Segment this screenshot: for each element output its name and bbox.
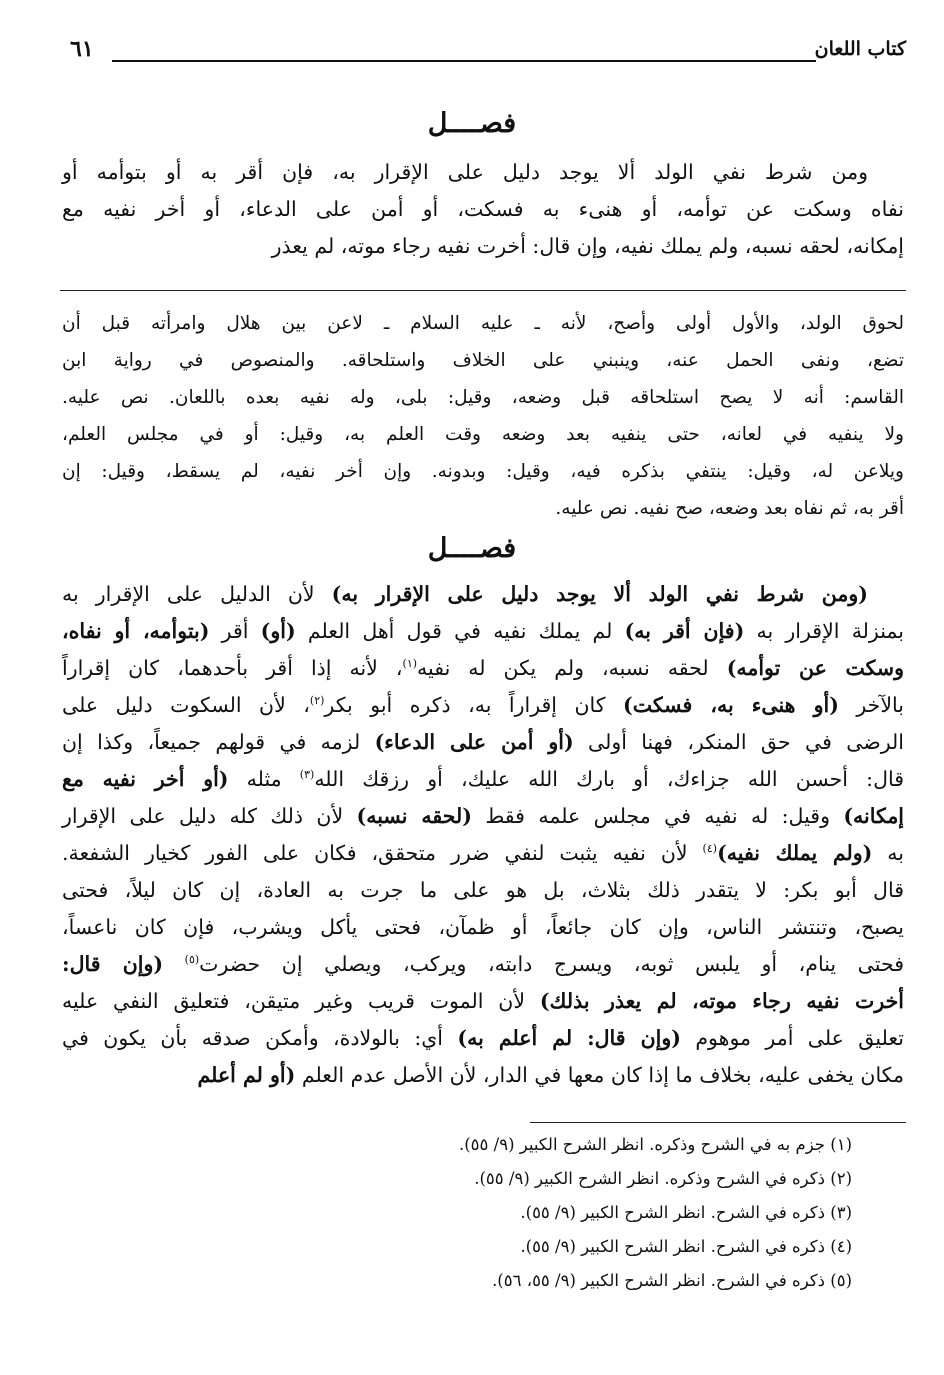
matn-quote: (أو أخر نفيه مع xyxy=(62,767,229,791)
text-run: أقر xyxy=(209,619,261,643)
footnote-ref: (٢) xyxy=(309,694,325,707)
text-run: لم يملك نفيه في قول أهل العلم xyxy=(295,619,625,643)
matn-quote: (بتوأمه، أو نفاه، xyxy=(62,619,210,643)
text-line xyxy=(62,650,904,687)
text-run: ومن شرط نفي الولد ألا يوجد دليل على الإقرار به، فإن أقر به أو بتوأمه أو xyxy=(62,160,868,184)
text-run: لأن الموت قريب وغير متيقن، فتعليق النفي عليه xyxy=(62,989,540,1013)
text-run: لحقه نسبه، ولم يكن له نفيه xyxy=(417,656,727,680)
footnote-ref: (٤) xyxy=(702,842,718,855)
matn-quote: أخرت نفيه رجاء موته، لم يعذر بذلك) xyxy=(539,989,905,1013)
text-line xyxy=(62,687,904,724)
matn-quote: (وإن قال: لم أعلم به) xyxy=(457,1026,681,1050)
text-run: نفاه وسكت عن توأمه، أو هنىء به فسكت، أو أمن على الدعاء، أو أخر نفيه مع xyxy=(62,197,904,221)
text-run: ولا ينفيه في لعانه، حتى ينفيه بعد وضعه وقت العلم به، وقيل: أو في مجلس العلم، xyxy=(62,424,904,445)
text-run: فحتى ينام، أو يلبس ثوبه، ويسرج دابته، ويركب، ويصلي إن حضرت xyxy=(199,952,904,976)
text-run: لأن الدليل على الإقرار به xyxy=(62,582,332,606)
matn-quote: (أو لم أعلم xyxy=(197,1063,296,1087)
text-line xyxy=(62,909,904,946)
footnote: (٤) ذكره في الشرح. انظر الشرح الكبير (٩/ ٥٥). xyxy=(520,1237,852,1256)
matn-text xyxy=(62,154,904,265)
footnote-ref: (٥) xyxy=(184,953,200,966)
text-run: لحوق الولد، والأول أولى وأصح، لأنه ـ عليه السلام ـ لاعن بين هلال وامرأته قبل أن xyxy=(62,313,904,334)
text-run: تضع، ونفى الحمل عنه، وينبني على الخلاف واستلحاقه. والمنصوص في رواية ابن xyxy=(62,350,904,371)
text-run: أي: بالولادة، وأمكن صدقه بأن يكون في xyxy=(62,1026,458,1050)
matn-quote: (ولم يملك نفيه) xyxy=(717,841,873,865)
text-run: لأن ذلك كله دليل على الإقرار xyxy=(62,804,357,828)
text-run: مكان يخفى عليه، بخلاف ما إذا كان معها في الدار، لأن الأصل عدم العلم xyxy=(295,1063,904,1087)
footnote: (٥) ذكره في الشرح. انظر الشرح الكبير (٩/ ٥٥، ٥٦). xyxy=(492,1271,852,1290)
matn-quote: (أو هنىء به، فسكت) xyxy=(623,693,839,717)
text-line xyxy=(62,228,904,265)
text-run: لزمه في قولهم جميعاً، وكذا إن xyxy=(62,730,375,754)
matn-quote: (ومن شرط نفي الولد ألا يوجد دليل على الإقرار به) xyxy=(331,582,868,606)
text-line xyxy=(62,835,904,872)
header-rule xyxy=(112,60,816,62)
text-run: أقر به، ثم نفاه بعد وضعه، صح نفيه. نص عليه. xyxy=(555,498,904,519)
text-run: به xyxy=(872,841,904,865)
footnote: (٢) ذكره في الشرح وذكره. انظر الشرح الكبير (٩/ ٥٥). xyxy=(474,1169,852,1188)
matn-quote: (أو أمن على الدعاء) xyxy=(374,730,574,754)
matn-quote: (لحقه نسبه) xyxy=(356,804,472,828)
text-run: كان إقراراً به، ذكره أبو بكر xyxy=(324,693,624,717)
matn-quote: (فإن أقر به) xyxy=(624,619,745,643)
footnote: (١) جزم به في الشرح وذكره. انظر الشرح الكبير (٩/ ٥٥). xyxy=(458,1135,852,1154)
text-run xyxy=(163,952,185,976)
text-line xyxy=(62,191,904,228)
text-line xyxy=(62,613,904,650)
text-line xyxy=(62,1020,904,1057)
page-number: ٦١ xyxy=(70,36,94,62)
text-run: قال: أحسن الله جزاءك، أو بارك الله عليك، أو رزقك الله xyxy=(314,767,905,791)
text-line xyxy=(62,983,904,1020)
text-run: قال أبو بكر: لا يتقدر ذلك بثلاث، بل هو على ما جرت به العادة، إن كان ليلاً، فحتى xyxy=(62,878,904,902)
text-line xyxy=(62,1057,904,1094)
text-line xyxy=(62,305,904,342)
text-run: ، لأن السكوت دليل على xyxy=(62,693,310,717)
text-line xyxy=(62,761,904,798)
text-line xyxy=(62,724,904,761)
text-run: ويلاعن له، وقيل: ينتفي بذكره فيه، وقيل: وبدونه. وإن أخر نفيه، لم يسقط، وقيل: إن xyxy=(62,461,904,482)
text-line xyxy=(62,453,904,490)
text-line xyxy=(62,872,904,909)
matn-commentary-divider xyxy=(60,290,906,291)
text-run: بمنزلة الإقرار به xyxy=(744,619,904,643)
text-run: مثله xyxy=(228,767,300,791)
section-heading: فصــــل xyxy=(427,533,517,564)
text-line xyxy=(62,154,904,191)
text-run: يصبح، وتنتشر الناس، وإن كان جائعاً، أو ظمآن، فحتى يأكل ويشرب، فإن كان ناعساً، xyxy=(62,915,904,939)
matn-quote: (وإن قال: xyxy=(62,952,164,976)
text-run: الرضى في حق المنكر، فهنا أولى xyxy=(573,730,904,754)
footnote: (٣) ذكره في الشرح. انظر الشرح الكبير (٩/ ٥٥). xyxy=(520,1203,852,1222)
text-run: لأن نفيه يثبت لنفي ضرر متحقق، فكان على الفور كخيار الشفعة. xyxy=(62,841,703,865)
text-line xyxy=(62,379,904,416)
text-line xyxy=(62,576,904,613)
text-run: بالآخر xyxy=(838,693,904,717)
footnote-ref: (٣) xyxy=(299,768,315,781)
text-line xyxy=(62,342,904,379)
text-run: تعليق على أمر موهوم xyxy=(680,1026,904,1050)
text-line xyxy=(62,798,904,835)
matn-quote: إمكانه) xyxy=(843,804,904,828)
text-run: إمكانه، لحقه نسبه، ولم يملك نفيه، وإن قال: أخرت نفيه رجاء موته، لم يعذر xyxy=(271,234,904,258)
footnote-divider xyxy=(530,1122,906,1123)
sharh-text xyxy=(62,576,904,1094)
text-line xyxy=(62,416,904,453)
matn-quote: وسكت عن توأمه) xyxy=(726,656,904,680)
matn-quote: (أو) xyxy=(260,619,296,643)
text-run: وقيل: له نفيه في مجلس علمه فقط xyxy=(471,804,844,828)
footnote-ref: (١) xyxy=(402,657,418,670)
text-run: القاسم: أنه لا يصح استلحاقه قبل وضعه، وقيل: بلى، وله نفيه بعده باللعان. نص عليه. xyxy=(62,387,904,408)
running-header-title: كتاب اللعان xyxy=(814,38,906,60)
text-line xyxy=(62,490,904,527)
footnotes xyxy=(459,1128,852,1298)
commentary-text xyxy=(62,305,904,527)
section-heading: فصــــل xyxy=(427,108,517,139)
text-line xyxy=(62,946,904,983)
text-run: ، لأنه إذا أقر بأحدهما، كان إقراراً xyxy=(62,656,403,680)
